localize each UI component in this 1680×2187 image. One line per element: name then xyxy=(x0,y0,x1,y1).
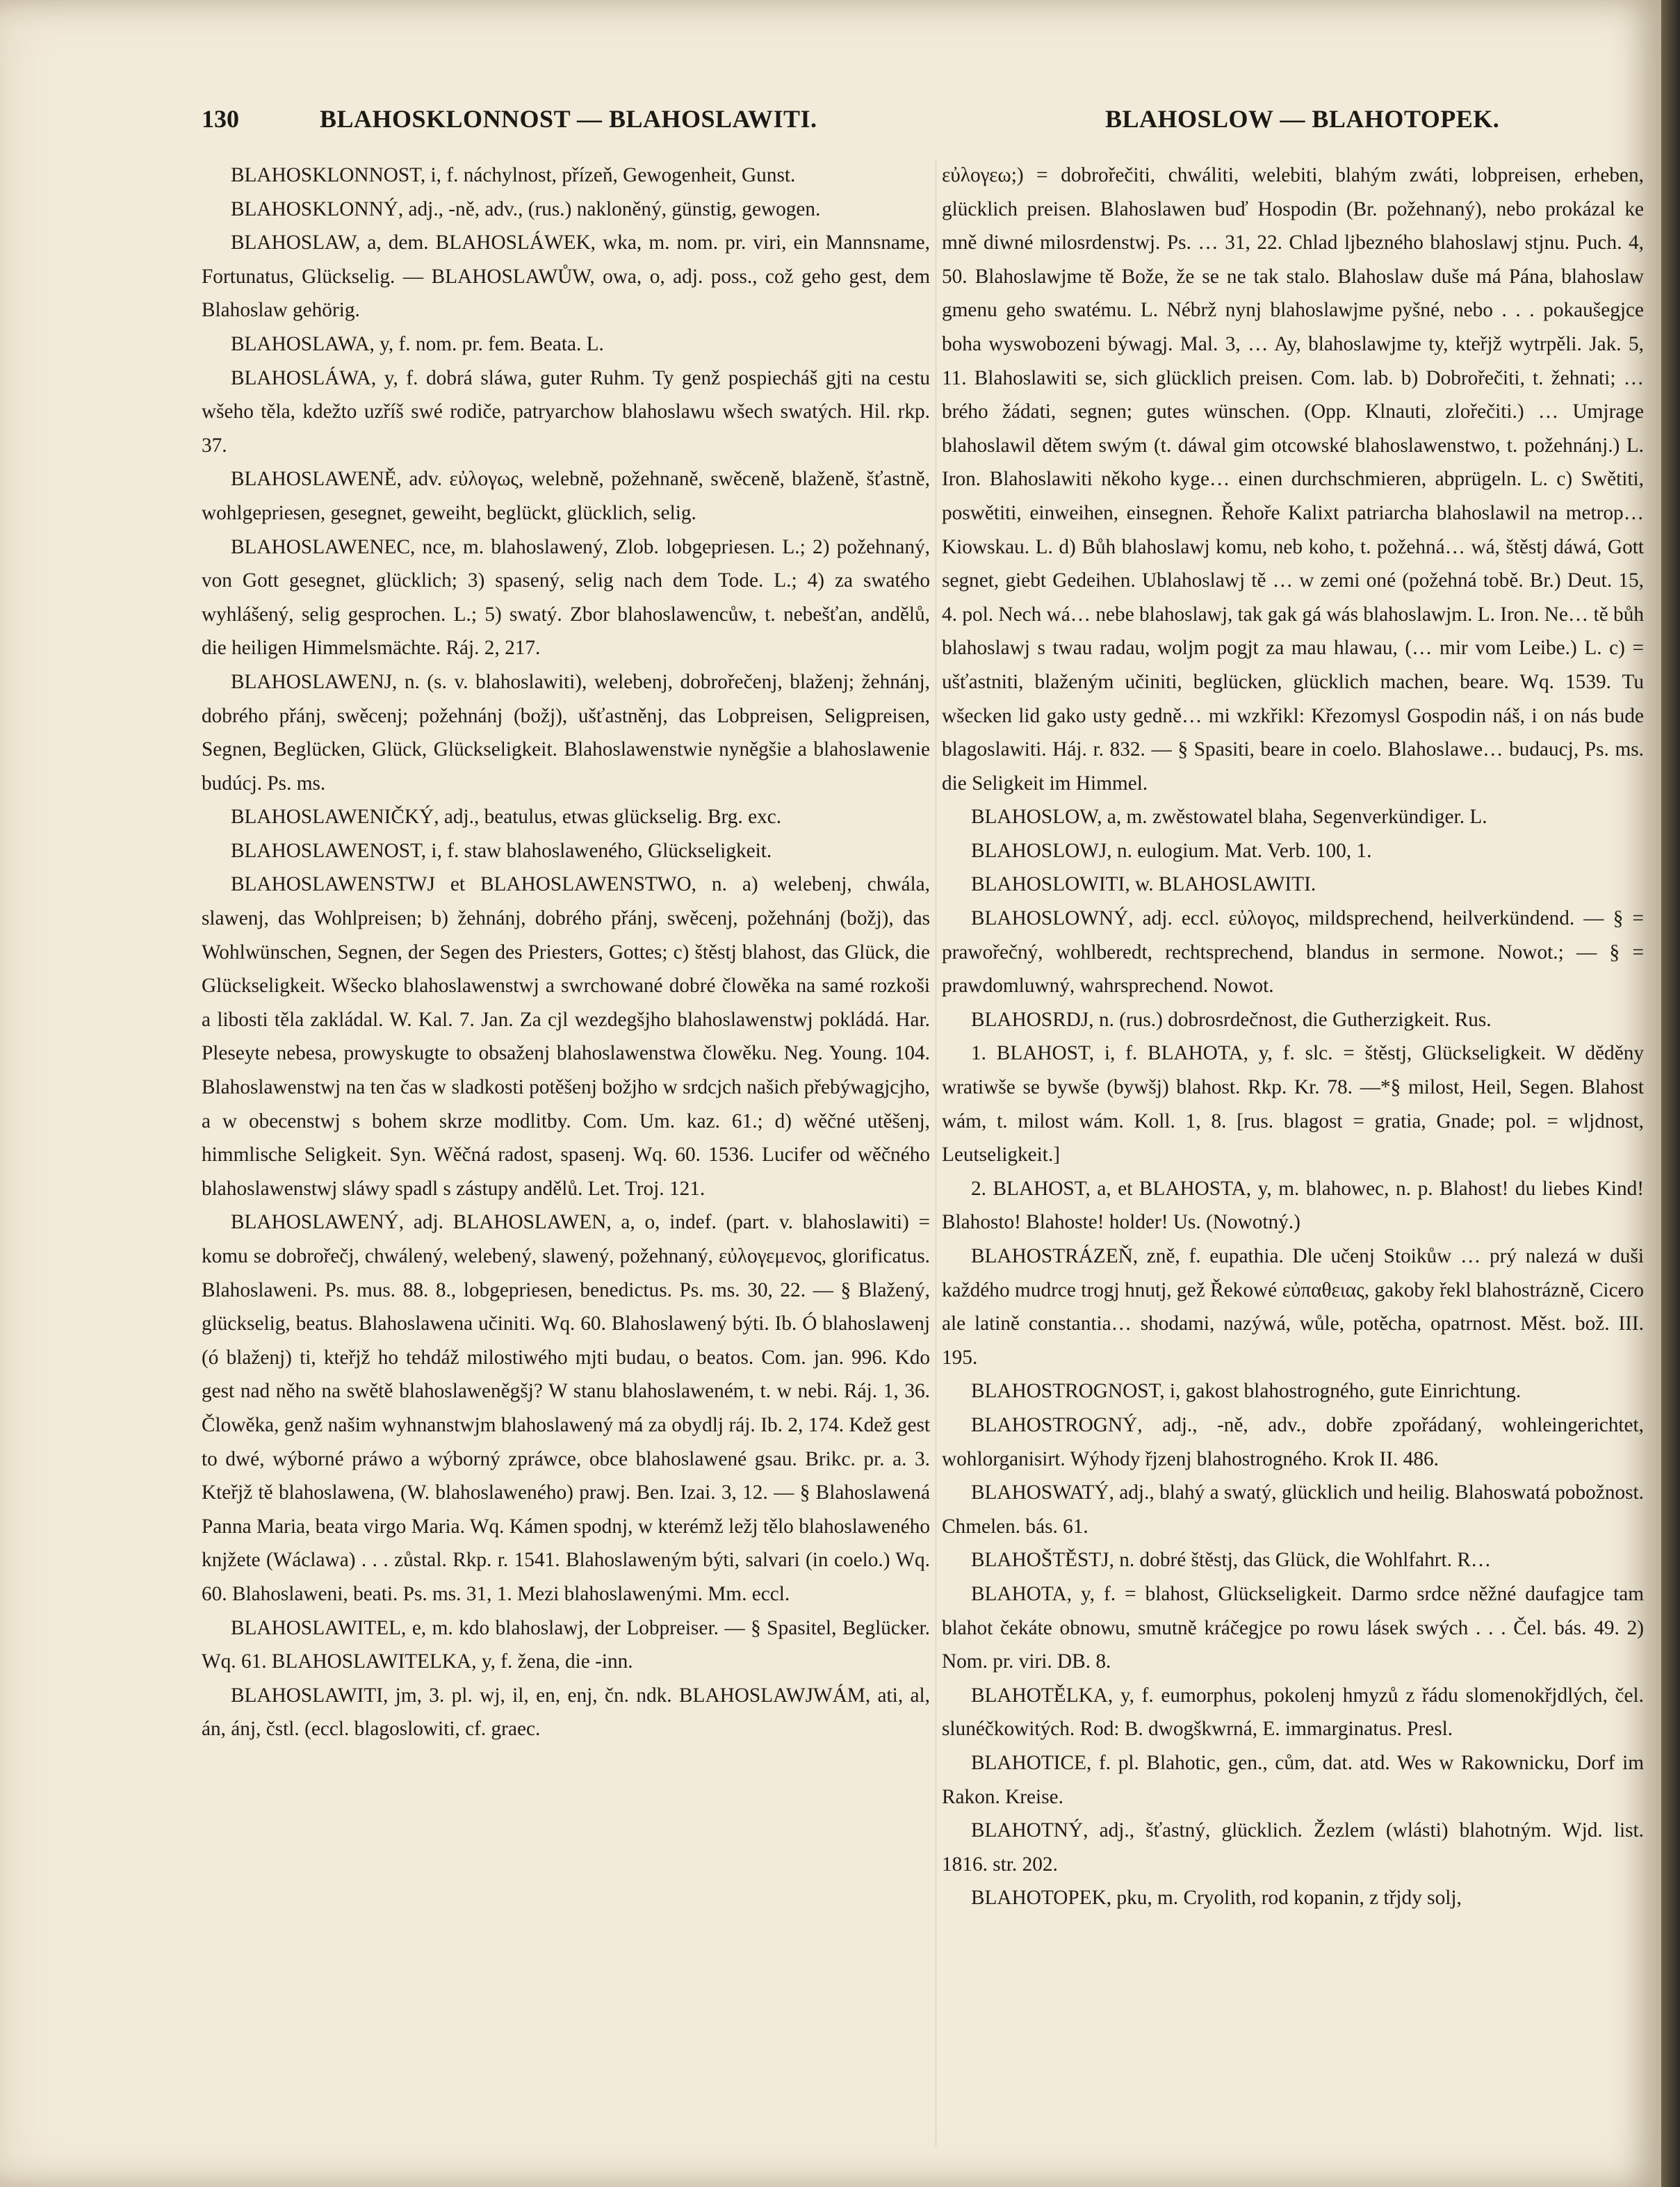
entry-blahosklonnost: BLAHOSKLONNOST, i, f. náchylnost, přízeň, Gewogenheit, Gunst. xyxy=(231,164,796,186)
entry-blahoslaweny: BLAHOSLAWENÝ, adj. BLAHOSLAWEN, a, o, indef. (part. v. blahoslawiti) = komu se dobrořečj, chwálený, welebený, slawený, požehnaný, εὐλογεμενος, glorificatus. Blahoslaweni. Ps. mus. 88. 8., lobgepriesen, benedictus. Ps. ms. 30, 22. — § Blažený, glückselig, beatus. Blahoslawena učiniti. Wq. 60. Blahoslawený býti. Ib. Ó blahoslawenj (ó blaženj) ti, kteřjž ho tehdáž milostiwého mjti budau, o beatos. Com. jan. 996. Kdo gest nad něho na swětě blahoslaweněgšj? W stanu blahoslaweném, t. w nebi. Ráj. 1, 36. Člowěka, genž našim wyhnanstwjm blahoslawený má za obydlj ráj. Ib. 2, 174. Kdež gest to dwé, wýborné práwo a wýborný zpráwce, obce blahoslawené gsau. Brikc. pr. a. 3. Kteřjž tě blahoslawena, (W. blahoslaweného) prawj. Ben. Izai. 3, 12. — § Blahoslawená Panna Maria, beata virgo Maria. Wq. Kámen spodnj, w kterémž ležj tělo blahoslaweného knjžete (Wáclawa) . . . zůstal. Rkp. r. 1541. Blahoslaweným býti, salvari (in coelo.) Wq. 60. Blahoslaweni, beati. Ps. ms. 31, 1. Mezi blahoslawenými. Mm. eccl. xyxy=(202,1211,930,1605)
entry-blahoslawiti: BLAHOSLAWITI, jm, 3. pl. wj, il, en, enj, čn. ndk. BLAHOSLAWJWÁM, ati, al, án, ánj, čstl. (eccl. blagoslowiti, cf. graec. xyxy=(202,1684,930,1741)
entry-blahoslaw: BLAHOSLAW, a, dem. BLAHOSLÁWEK, wka, m. nom. pr. viri, ein Mannsname, Fortunatus, Glückselig. — BLAHOSLAWŮW, owa, o, adj. poss., což geho gest, dem Blahoslaw gehörig. xyxy=(202,231,930,322)
entry-blahotelka: BLAHOTĚLKA, y, f. eumorphus, pokolenj hmyzů z řádu slomenokřjdlých, čel. slunéčkowitých. Rod: B. dwogškwrná, E. immarginatus. Presl. xyxy=(942,1684,1644,1741)
entry-blahost-2: 2. BLAHOST, a, et BLAHOSTA, y, m. blahowec, n. p. Blahost! du liebes Kind! Blahosto! Blahoste! holder! Us. (Nowotný.) xyxy=(942,1177,1644,1234)
entry-blahostestj: BLAHOŠTĚSTJ, n. dobré štěstj, das Glück, die Wohlfahrt. R… xyxy=(971,1549,1492,1572)
entry-blahoslawiti-continued: εὐλογεω;) = dobrořečiti, chwáliti, welebiti, blahým zwáti, lobpreisen, erheben, glücklich preisen. Blahoslawen buď Hospodin (Br. požehnaný), nebo prokázal ke mně diwné milosrdenstwj. Ps. … 31, 22. Chlad ljbezného blahoslawj stjnu. Puch. 4, 50. Blahoslawjme tě Bože, že se ne tak stalo. Blahoslaw duše má Pána, blahoslaw gmenu geho swatému. L. Nébrž nynj blahoslawjme pyšné, nebo . . . pokaušegjce boha wyswobozeni býwagj. Mal. 3, … Ay, blahoslawjme ty, kteřjž wytrpěli. Jak. 5, 11. Blahoslawiti se, sich glücklich preisen. Com. lab. b) Dobrořečiti, t. žehnati; … brého žádati, segnen; gutes wünschen. (Opp. Klnauti, zlořečiti.) … Umjrage blahoslawil dětem swým (t. dáwal gim otcowské blahoslawenstwo, t. požehnánj.) L. Iron. Blahoslawiti někoho kyge… einen durchschmieren, abprügeln. L. c) Swětiti, poswětiti, einweihen, einsegnen. Řehoře Kalixt patriarcha blahoslawil na metrop… Kiowskau. L. d) Bůh blahoslawj komu, neb koho, t. požehná… wá, štěstj dáwá, Gott segnet, giebt Gedeihen. Ublahoslawj tě … w zemi oné (požehná tobě. Br.) Deut. 15, 4. pol. Nech wá… nebe blahoslawj, tak gak gá wás blahoslawjm. L. Iron. Ne… tě bůh blahoslawj s twau radau, woljm pogjt za mau hlawau, (… mir vom Leibe.) L. c) = ušťastniti, blaženým učiniti, beglücken, glücklich machen, beare. Wq. 1539. Tu wšecken lid gako usty gedně… mi wzkřikl: Křezomysl Gospodin náš, i on nás bude blagoslawiti. Háj. r. 832. — § Spasiti, beare in coelo. Blahoslawe… budaucj, Ps. ms. die Seligkeit im Himmel. xyxy=(942,164,1644,795)
entry-blahoslowny: BLAHOSLOWNÝ, adj. eccl. εὐλογος, mildsprechend, heilverkündend. — § = prawořečný, wohlberedt, rechtsprechend, blandus in sermone. Nowot.; — § = prawdomluwný, wahrsprechend. Nowot. xyxy=(942,907,1644,998)
entry-blahotopek: BLAHOTOPEK, pku, m. Cryolith, rod kopanin, z třjdy solj, xyxy=(971,1887,1462,1910)
entry-blahota: BLAHOTA, y, f. = blahost, Glückseligkeit. Darmo srdce něžné daufagjce tam blahot čekáte obnowu, smutně kráčegjce po rowu lásek swých . . . Čel. bás. 49. 2) Nom. pr. viri. DB. 8. xyxy=(942,1582,1644,1673)
entry-blahoslawenstwj: BLAHOSLAWENSTWJ et BLAHOSLAWENSTWO, n. a) welebenj, chwála, slawenj, das Wohlpreisen; b) žehnánj, dobrého přánj, swěcenj, požehnánj (božj), das Wohlwünschen, Segnen, der Segen des Priesters, Gottes; c) štěstj blahost, das Glück, die Glückseligkeit. Wšecko blahoslawenstwj a swrchowané dobré člowěka na samé rozkoši a libosti těla zakládal. W. Kal. 7. Jan. Za cjl wezdegšjho blahoslawenstwj pokládá. Har. Pleseyte nebesa, prowyskugte to obsaženj blahoslawenstwa člowěku. Neg. Young. 104. Blahoslawenstwj na ten čas w sladkosti potěšenj božjho w srdcjch našich přebýwagjcjho, a w obecenstwj s bohem skrze modlitby. Com. Um. kaz. 61.; d) wěčné utěšenj, himmlische Seligkeit. Syn. Wěčná radost, spasenj. Wq. 60. 1536. Lucifer od wěčného blahoslawenstwj sláwy spadl s zástupy andělů. Let. Troj. 121. xyxy=(202,873,930,1200)
entry-blahosrdj: BLAHOSRDJ, n. (rus.) dobrosrdečnost, die Gutherzigkeit. Rus. xyxy=(971,1008,1492,1031)
entry-blahostrogny: BLAHOSTROGNÝ, adj., -ně, adv., dobře zpořádaný, wohleingerichtet, wohlorganisirt. Wýhody řjzenj blahostrogného. Krok II. 486. xyxy=(942,1413,1644,1470)
entry-blahoslawenicky: BLAHOSLAWENIČKÝ, adj., beatulus, etwas glückselig. Brg. exc. xyxy=(231,806,782,829)
entry-blahoslawene: BLAHOSLAWENĚ, adv. εὐλογως, welebně, požehnaně, swěceně, blaženě, šťastně, wohlgepriesen, gesegnet, geweiht, beglückt, glücklich, selig. xyxy=(202,468,930,524)
right-running-title: BLAHOSLOW — BLAHOTOPEK. xyxy=(1105,105,1500,133)
entry-blahosklonny: BLAHOSKLONNÝ, adj., -ně, adv., (rus.) nakloněný, günstig, gewogen. xyxy=(231,197,821,220)
entry-blahoslowj: BLAHOSLOWJ, n. eulogium. Mat. Verb. 100, 1. xyxy=(971,839,1372,862)
entry-blahoslow: BLAHOSLOW, a, m. zwěstowatel blaha, Segenverkündiger. L. xyxy=(971,806,1487,829)
entry-blahoslawa-slawa: BLAHOSLÁWA, y, f. dobrá sláwa, guter Ruhm. Ty genž pospiecháš gjti na cestu wšeho těla, kdežto uzříš swé rodiče, patryarchow blahoslawu wšech swatých. Hil. rkp. 37. xyxy=(202,366,930,457)
entry-blahostrazen: BLAHOSTRÁZEŇ, zně, f. eupathia. Dle učenj Stoikůw … prý nalezá w duši každého mudrce trogj hnutj, gež Řekowé εὐπαθειας, gakoby řekl blahostrázně, Cicero ale latině constantia… shodami, nazýwá, wůle, potěcha, opatrnost. Měst. bož. III. 195. xyxy=(942,1245,1644,1369)
entry-blahoslawenj: BLAHOSLAWENJ, n. (s. v. blahoslawiti), welebenj, dobrořečenj, blaženj; žehnánj, dobrého přánj, swěcenj; požehnánj (božj), ušťastněnj, das Lobpreisen, Seligpreisen, Segnen, Beglücken, Glück, Glückseligkeit. Blahoslawenstwie nyněgšie a blahoslawenie budúcj. Ps. ms. xyxy=(202,670,930,795)
entry-blahoslowiti: BLAHOSLOWITI, w. BLAHOSLAWITI. xyxy=(971,873,1316,896)
entry-blahoslawitel: BLAHOSLAWITEL, e, m. kdo blahoslawj, der Lobpreiser. — § Spasitel, Beglücker. Wq. 61. BLAHOSLAWITELKA, y, f. žena, die -inn. xyxy=(202,1616,930,1673)
left-running-title: BLAHOSKLONNOST — BLAHOSLAWITI. xyxy=(320,105,817,133)
entry-blahoslawenec: BLAHOSLAWENEC, nce, m. blahoslawený, Zlob. lobgepriesen. L.; 2) požehnaný, von Gott gesegnet, glücklich; 3) spasený, selig nach dem Tode. L.; 4) za swatého wyhlášený, selig gesprochen. L.; 5) swatý. Zbor blahoslawencůw, t. nebešťan, andělů, die heiligen Himmelsmächte. Ráj. 2, 217. xyxy=(202,535,930,660)
entry-blahostrognost: BLAHOSTROGNOST, i, gakost blahostrogného, gute Einrichtung. xyxy=(971,1380,1522,1403)
right-column xyxy=(942,158,1644,1915)
book-binding-edge xyxy=(1661,0,1680,2187)
entry-blahoslawenost: BLAHOSLAWENOST, i, f. staw blahoslaweného, Glückseligkeit. xyxy=(231,839,772,862)
entry-blahost-1: 1. BLAHOST, i, f. BLAHOTA, y, f. slc. = štěstj, Glückseligkeit. W děděny wratiwše se bywše (bywšj) blahost. Rkp. Kr. 78. —*§ milost, Heil, Segen. Blahost wám, t. milost wám. Koll. 1, 8. [rus. blagost = gratia, Gnade; pol. = wljdnost, Leutseligkeit.] xyxy=(942,1042,1644,1166)
entry-blahotny: BLAHOTNÝ, adj., šťastný, glücklich. Žezlem (wlásti) blahotným. Wjd. list. 1816. str. 202. xyxy=(942,1819,1644,1876)
entry-blahoswaty: BLAHOSWATÝ, adj., blahý a swatý, glücklich und heilig. Blahoswatá pobožnost. Chmelen. bás. 61. xyxy=(942,1481,1644,1538)
running-header xyxy=(202,104,1633,139)
entry-blahotice: BLAHOTICE, f. pl. Blahotic, gen., cům, dat. atd. Wes w Rakownicku, Dorf im Rakon. Kreise. xyxy=(942,1751,1644,1808)
page-number: 130 xyxy=(202,105,239,133)
entry-blahoslawa: BLAHOSLAWA, y, f. nom. pr. fem. Beata. L. xyxy=(231,332,604,355)
left-column xyxy=(202,158,930,1746)
